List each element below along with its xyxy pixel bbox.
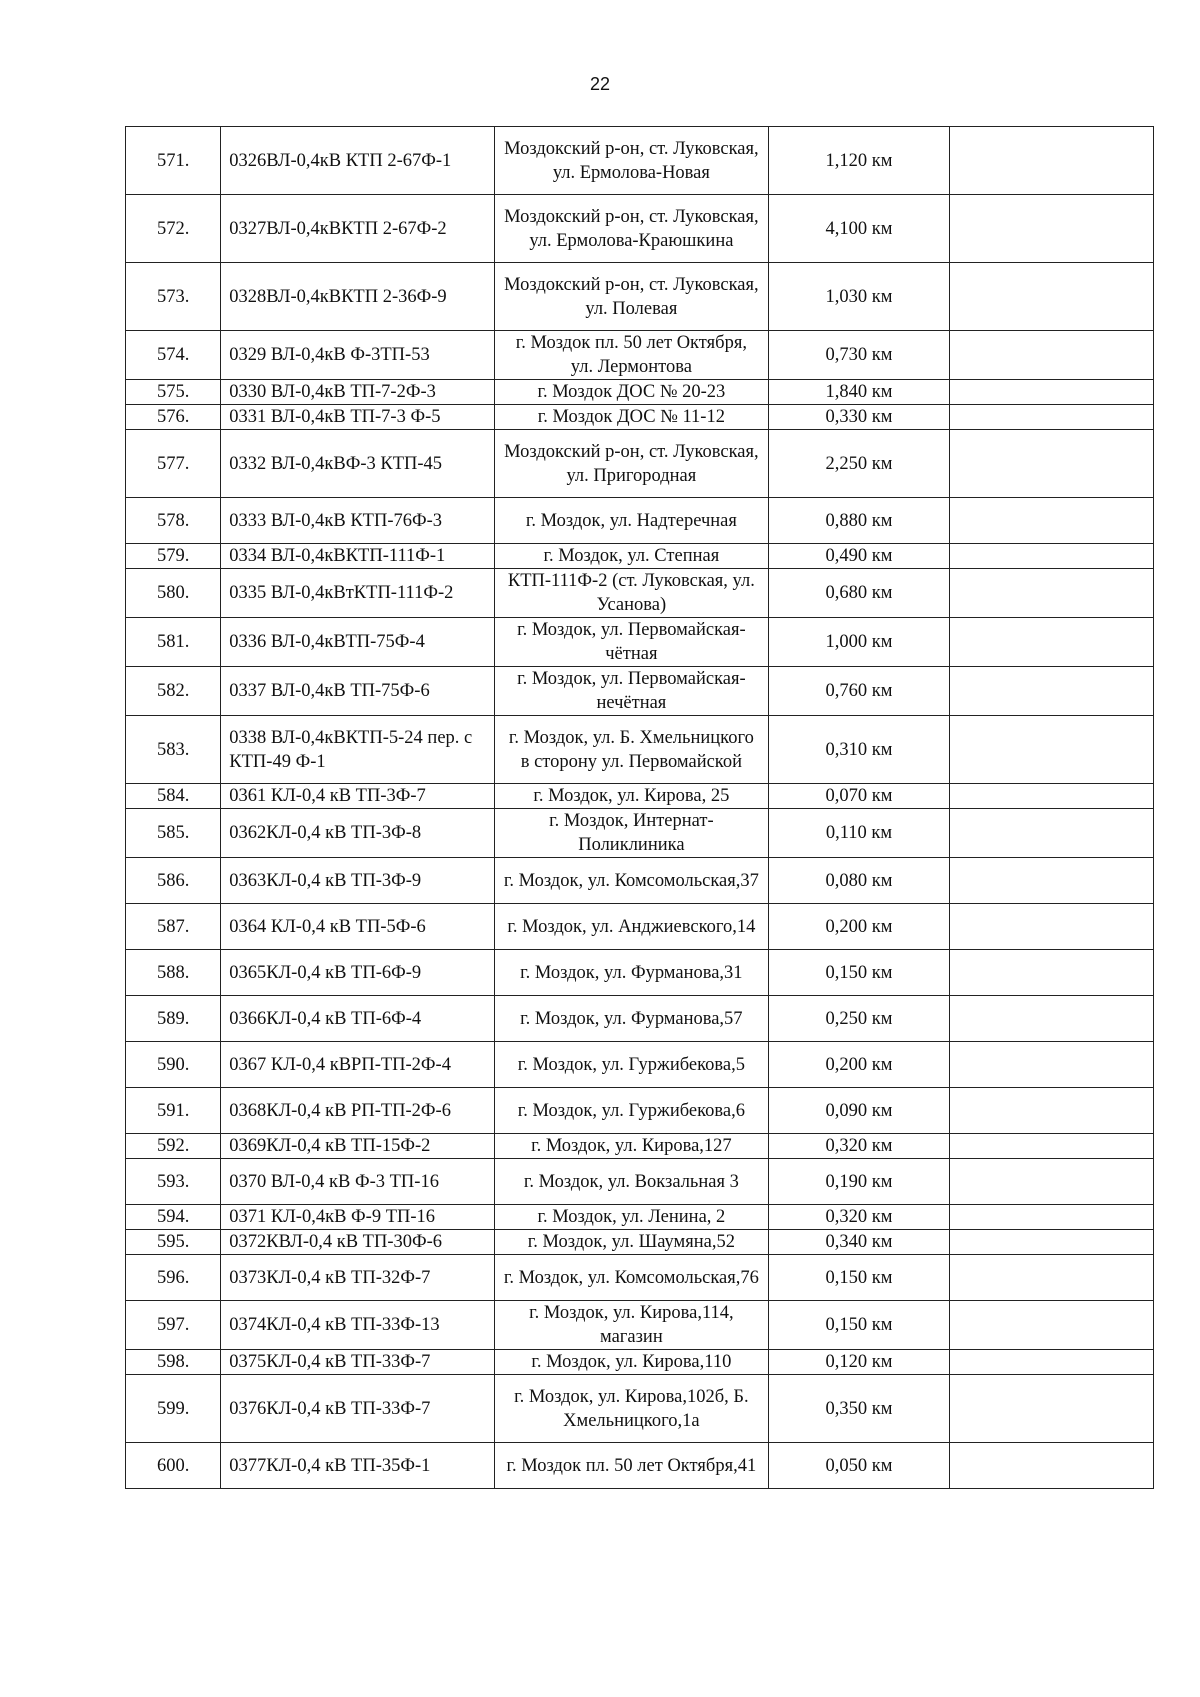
row-number: 583. bbox=[126, 716, 221, 784]
row-note bbox=[950, 127, 1154, 195]
row-note bbox=[950, 1042, 1154, 1088]
table-row bbox=[126, 1088, 1154, 1134]
table-row bbox=[126, 809, 1154, 858]
row-note bbox=[950, 1255, 1154, 1301]
row-number: 595. bbox=[126, 1230, 221, 1255]
table-row bbox=[126, 1159, 1154, 1205]
line-name: 0327ВЛ-0,4кВКТП 2-67Ф-2 bbox=[221, 195, 495, 263]
row-number: 596. bbox=[126, 1255, 221, 1301]
line-length: 1,000 км bbox=[768, 618, 949, 667]
table-row bbox=[126, 996, 1154, 1042]
row-note bbox=[950, 950, 1154, 996]
row-number: 578. bbox=[126, 498, 221, 544]
line-address: г. Моздок, ул. Фурманова,57 bbox=[495, 996, 769, 1042]
row-note bbox=[950, 544, 1154, 569]
line-name: 0366КЛ-0,4 кВ ТП-6Ф-4 bbox=[221, 996, 495, 1042]
line-name: 0372КВЛ-0,4 кВ ТП-30Ф-6 bbox=[221, 1230, 495, 1255]
line-length: 0,340 км bbox=[768, 1230, 949, 1255]
row-note bbox=[950, 858, 1154, 904]
line-length: 0,080 км bbox=[768, 858, 949, 904]
row-note bbox=[950, 331, 1154, 380]
row-number: 592. bbox=[126, 1134, 221, 1159]
line-address: г. Моздок, ул. Анджиевского,14 bbox=[495, 904, 769, 950]
line-name: 0328ВЛ-0,4кВКТП 2-36Ф-9 bbox=[221, 263, 495, 331]
line-length: 0,050 км bbox=[768, 1443, 949, 1489]
line-length: 0,120 км bbox=[768, 1350, 949, 1375]
row-note bbox=[950, 618, 1154, 667]
line-length: 0,760 км bbox=[768, 667, 949, 716]
line-address: г. Моздок, ул. Надтеречная bbox=[495, 498, 769, 544]
page-number: 22 bbox=[589, 74, 611, 94]
line-address: КТП-111Ф-2 (ст. Луковская, ул. Усанова) bbox=[495, 569, 769, 618]
line-name: 0338 ВЛ-0,4кВКТП-5-24 пер. с КТП-49 Ф-1 bbox=[221, 716, 495, 784]
row-note bbox=[950, 263, 1154, 331]
row-number: 588. bbox=[126, 950, 221, 996]
line-length: 0,150 км bbox=[768, 950, 949, 996]
line-length: 0,320 км bbox=[768, 1205, 949, 1230]
line-length: 0,150 км bbox=[768, 1255, 949, 1301]
line-address: г. Моздок, ул. Кирова,102б, Б. Хмельницкого,1а bbox=[495, 1375, 769, 1443]
line-length: 0,200 км bbox=[768, 1042, 949, 1088]
line-name: 0362КЛ-0,4 кВ ТП-3Ф-8 bbox=[221, 809, 495, 858]
row-number: 600. bbox=[126, 1443, 221, 1489]
line-name: 0377КЛ-0,4 кВ ТП-35Ф-1 bbox=[221, 1443, 495, 1489]
row-note bbox=[950, 996, 1154, 1042]
row-number: 599. bbox=[126, 1375, 221, 1443]
table-row bbox=[126, 716, 1154, 784]
line-address: г. Моздок, ул. Первомайская-нечётная bbox=[495, 667, 769, 716]
line-name: 0374КЛ-0,4 кВ ТП-33Ф-13 bbox=[221, 1301, 495, 1350]
row-note bbox=[950, 1088, 1154, 1134]
line-address: г. Моздок, ул. Комсомольская,76 bbox=[495, 1255, 769, 1301]
row-number: 593. bbox=[126, 1159, 221, 1205]
line-name: 0364 КЛ-0,4 кВ ТП-5Ф-6 bbox=[221, 904, 495, 950]
row-number: 576. bbox=[126, 405, 221, 430]
line-address: Моздокский р-он, ст. Луковская, ул. Пригородная bbox=[495, 430, 769, 498]
table-row bbox=[126, 498, 1154, 544]
line-length: 0,150 км bbox=[768, 1301, 949, 1350]
line-name: 0334 ВЛ-0,4кВКТП-111Ф-1 bbox=[221, 544, 495, 569]
line-name: 0329 ВЛ-0,4кВ Ф-3ТП-53 bbox=[221, 331, 495, 380]
table-row bbox=[126, 1042, 1154, 1088]
row-note bbox=[950, 1134, 1154, 1159]
table-row bbox=[126, 331, 1154, 380]
line-address: г. Моздок ДОС № 11-12 bbox=[495, 405, 769, 430]
line-name: 0365КЛ-0,4 кВ ТП-6Ф-9 bbox=[221, 950, 495, 996]
table-row bbox=[126, 1301, 1154, 1350]
row-note bbox=[950, 904, 1154, 950]
line-length: 0,250 км bbox=[768, 996, 949, 1042]
line-name: 0336 ВЛ-0,4кВТП-75Ф-4 bbox=[221, 618, 495, 667]
line-name: 0331 ВЛ-0,4кВ ТП-7-3 Ф-5 bbox=[221, 405, 495, 430]
line-length: 0,490 км bbox=[768, 544, 949, 569]
line-length: 0,350 км bbox=[768, 1375, 949, 1443]
line-length: 0,730 км bbox=[768, 331, 949, 380]
line-address: г. Моздок, ул. Комсомольская,37 bbox=[495, 858, 769, 904]
table-row bbox=[126, 1134, 1154, 1159]
line-name: 0333 ВЛ-0,4кВ КТП-76Ф-3 bbox=[221, 498, 495, 544]
row-number: 579. bbox=[126, 544, 221, 569]
table-row bbox=[126, 430, 1154, 498]
line-address: Моздокский р-он, ст. Луковская, ул. Полевая bbox=[495, 263, 769, 331]
row-number: 577. bbox=[126, 430, 221, 498]
table-row bbox=[126, 380, 1154, 405]
row-note bbox=[950, 195, 1154, 263]
table-row bbox=[126, 1443, 1154, 1489]
line-length: 0,090 км bbox=[768, 1088, 949, 1134]
line-length: 0,070 км bbox=[768, 784, 949, 809]
row-note bbox=[950, 1205, 1154, 1230]
row-number: 584. bbox=[126, 784, 221, 809]
row-number: 581. bbox=[126, 618, 221, 667]
line-length: 2,250 км bbox=[768, 430, 949, 498]
table-row bbox=[126, 1255, 1154, 1301]
row-note bbox=[950, 784, 1154, 809]
registry-table bbox=[125, 126, 1154, 1489]
line-name: 0368КЛ-0,4 кВ РП-ТП-2Ф-6 bbox=[221, 1088, 495, 1134]
row-number: 586. bbox=[126, 858, 221, 904]
line-name: 0367 КЛ-0,4 кВРП-ТП-2Ф-4 bbox=[221, 1042, 495, 1088]
line-address: г. Моздок, ул. Кирова, 25 bbox=[495, 784, 769, 809]
row-number: 594. bbox=[126, 1205, 221, 1230]
line-address: г. Моздок пл. 50 лет Октября,41 bbox=[495, 1443, 769, 1489]
row-number: 590. bbox=[126, 1042, 221, 1088]
table-row bbox=[126, 127, 1154, 195]
row-note bbox=[950, 498, 1154, 544]
line-length: 4,100 км bbox=[768, 195, 949, 263]
line-name: 0361 КЛ-0,4 кВ ТП-3Ф-7 bbox=[221, 784, 495, 809]
row-number: 574. bbox=[126, 331, 221, 380]
row-note bbox=[950, 667, 1154, 716]
line-name: 0330 ВЛ-0,4кВ ТП-7-2Ф-3 bbox=[221, 380, 495, 405]
row-number: 580. bbox=[126, 569, 221, 618]
table-row bbox=[126, 569, 1154, 618]
row-note bbox=[950, 809, 1154, 858]
line-length: 0,680 км bbox=[768, 569, 949, 618]
table-row bbox=[126, 904, 1154, 950]
row-note bbox=[950, 1443, 1154, 1489]
line-address: г. Моздок, ул. Кирова,110 bbox=[495, 1350, 769, 1375]
row-number: 591. bbox=[126, 1088, 221, 1134]
line-address: г. Моздок, ул. Степная bbox=[495, 544, 769, 569]
row-note bbox=[950, 1301, 1154, 1350]
table-row bbox=[126, 1230, 1154, 1255]
line-name: 0332 ВЛ-0,4кВФ-3 КТП-45 bbox=[221, 430, 495, 498]
line-length: 0,190 км bbox=[768, 1159, 949, 1205]
row-note bbox=[950, 1159, 1154, 1205]
line-address: г. Моздок, ул. Б. Хмельницкого в сторону ул. Первомайской bbox=[495, 716, 769, 784]
line-name: 0337 ВЛ-0,4кВ ТП-75Ф-6 bbox=[221, 667, 495, 716]
table-row bbox=[126, 667, 1154, 716]
line-length: 0,110 км bbox=[768, 809, 949, 858]
line-name: 0369КЛ-0,4 кВ ТП-15Ф-2 bbox=[221, 1134, 495, 1159]
table-row bbox=[126, 405, 1154, 430]
line-address: Моздокский р-он, ст. Луковская, ул. Ермолова-Новая bbox=[495, 127, 769, 195]
line-address: г. Моздок, ул. Кирова,127 bbox=[495, 1134, 769, 1159]
line-address: г. Моздок, ул. Ленина, 2 bbox=[495, 1205, 769, 1230]
line-address: г. Моздок ДОС № 20-23 bbox=[495, 380, 769, 405]
row-number: 598. bbox=[126, 1350, 221, 1375]
line-length: 0,200 км bbox=[768, 904, 949, 950]
row-number: 572. bbox=[126, 195, 221, 263]
line-address: г. Моздок, ул. Фурманова,31 bbox=[495, 950, 769, 996]
table-row bbox=[126, 618, 1154, 667]
row-note bbox=[950, 1350, 1154, 1375]
row-note bbox=[950, 569, 1154, 618]
row-number: 571. bbox=[126, 127, 221, 195]
row-number: 582. bbox=[126, 667, 221, 716]
line-address: г. Моздок, ул. Гуржибекова,6 bbox=[495, 1088, 769, 1134]
row-note bbox=[950, 380, 1154, 405]
line-length: 0,880 км bbox=[768, 498, 949, 544]
line-name: 0371 КЛ-0,4кВ Ф-9 ТП-16 bbox=[221, 1205, 495, 1230]
row-note bbox=[950, 1230, 1154, 1255]
line-length: 0,320 км bbox=[768, 1134, 949, 1159]
row-number: 585. bbox=[126, 809, 221, 858]
table-row bbox=[126, 263, 1154, 331]
line-name: 0363КЛ-0,4 кВ ТП-3Ф-9 bbox=[221, 858, 495, 904]
row-number: 587. bbox=[126, 904, 221, 950]
row-number: 589. bbox=[126, 996, 221, 1042]
line-name: 0326ВЛ-0,4кВ КТП 2-67Ф-1 bbox=[221, 127, 495, 195]
line-length: 1,120 км bbox=[768, 127, 949, 195]
table-row bbox=[126, 1375, 1154, 1443]
row-note bbox=[950, 716, 1154, 784]
line-length: 0,330 км bbox=[768, 405, 949, 430]
line-name: 0376КЛ-0,4 кВ ТП-33Ф-7 bbox=[221, 1375, 495, 1443]
line-address: г. Моздок, ул. Кирова,114, магазин bbox=[495, 1301, 769, 1350]
row-number: 597. bbox=[126, 1301, 221, 1350]
row-note bbox=[950, 405, 1154, 430]
table-row bbox=[126, 195, 1154, 263]
line-address: г. Моздок пл. 50 лет Октября, ул. Лермонтова bbox=[495, 331, 769, 380]
line-length: 1,840 км bbox=[768, 380, 949, 405]
registry-table-body bbox=[126, 127, 1154, 1489]
line-name: 0375КЛ-0,4 кВ ТП-33Ф-7 bbox=[221, 1350, 495, 1375]
row-number: 575. bbox=[126, 380, 221, 405]
line-name: 0335 ВЛ-0,4кВтКТП-111Ф-2 bbox=[221, 569, 495, 618]
line-address: г. Моздок, ул. Вокзальная 3 bbox=[495, 1159, 769, 1205]
row-number: 573. bbox=[126, 263, 221, 331]
table-row bbox=[126, 950, 1154, 996]
line-length: 1,030 км bbox=[768, 263, 949, 331]
table-row bbox=[126, 858, 1154, 904]
line-name: 0373КЛ-0,4 кВ ТП-32Ф-7 bbox=[221, 1255, 495, 1301]
row-note bbox=[950, 430, 1154, 498]
line-address: г. Моздок, ул. Первомайская-чётная bbox=[495, 618, 769, 667]
line-name: 0370 ВЛ-0,4 кВ Ф-3 ТП-16 bbox=[221, 1159, 495, 1205]
line-address: г. Моздок, ул. Гуржибекова,5 bbox=[495, 1042, 769, 1088]
line-address: г. Моздок, Интернат-Поликлиника bbox=[495, 809, 769, 858]
table-row bbox=[126, 1205, 1154, 1230]
table-row bbox=[126, 1350, 1154, 1375]
table-row bbox=[126, 544, 1154, 569]
line-address: г. Моздок, ул. Шаумяна,52 bbox=[495, 1230, 769, 1255]
table-row bbox=[126, 784, 1154, 809]
line-length: 0,310 км bbox=[768, 716, 949, 784]
line-address: Моздокский р-он, ст. Луковская, ул. Ермолова-Краюшкина bbox=[495, 195, 769, 263]
row-note bbox=[950, 1375, 1154, 1443]
